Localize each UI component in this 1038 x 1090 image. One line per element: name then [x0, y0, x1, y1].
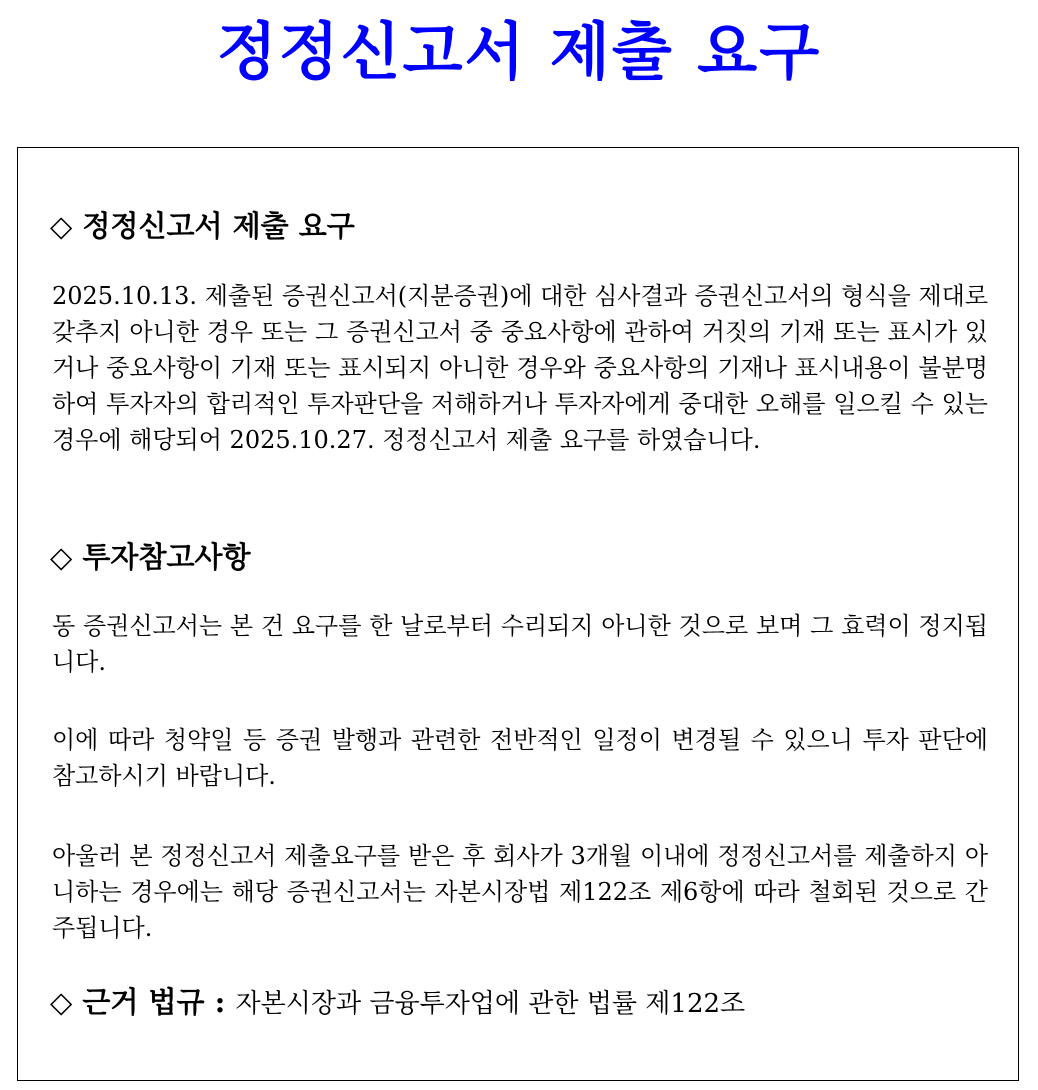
reference-paragraph-1: 동 증권신고서는 본 건 요구를 한 날로부터 수리되지 아니한 것으로 보며 그 효력이 정지됩니다. — [52, 612, 988, 676]
legal-basis-heading-text: 근거 법규 : — [82, 985, 226, 1019]
section-heading-reference — [50, 539, 251, 575]
diamond-bullet-icon: ◇ — [50, 985, 73, 1019]
request-heading-text: 정정신고서 제출 요구 — [82, 209, 355, 243]
diamond-bullet-icon: ◇ — [50, 209, 73, 243]
reference-paragraph-2: 이에 따라 청약일 등 증권 발행과 관련한 전반적인 일정이 변경될 수 있으니 투자 판단에 참고하시기 바랍니다. — [52, 726, 988, 790]
notice-box — [17, 147, 1019, 1081]
diamond-bullet-icon: ◇ — [50, 540, 73, 574]
reference-paragraph-3: 아울러 본 정정신고서 제출요구를 받은 후 회사가 3개월 이내에 정정신고서를 제출하지 아니하는 경우에는 해당 증권신고서는 자본시장법 제122조 제6항에 따라 철회된 것으로 간주됩니다. — [52, 842, 988, 942]
reference-heading-text: 투자참고사항 — [82, 540, 251, 574]
legal-basis-text: 자본시장과 금융투자업에 관한 법률 제122조 — [235, 989, 746, 1019]
request-body: 2025.10.13. 제출된 증권신고서(지분증권)에 대한 심사결과 증권신고서의 형식을 제대로 갖추지 아니한 경우 또는 그 증권신고서 중 중요사항에 관하여 거짓의 기재 또는 표시가 있거나 중요사항이 기재 또는 표시되지 아니한 경우와 중요사항의 기재나 표시내용이 불분명하여 투자자의 합리적인 투자판단을 저해하거나 투자자에게 중대한 오해를 일으킬 수 있는 경우에 해당되어 2025.10.27. 정정신고서 제출 요구를 하였습니다. — [52, 282, 988, 454]
section-heading-legal-basis — [50, 984, 745, 1022]
page-title: 정정신고서 제출 요구 — [216, 15, 822, 88]
section-heading-request — [50, 208, 355, 244]
